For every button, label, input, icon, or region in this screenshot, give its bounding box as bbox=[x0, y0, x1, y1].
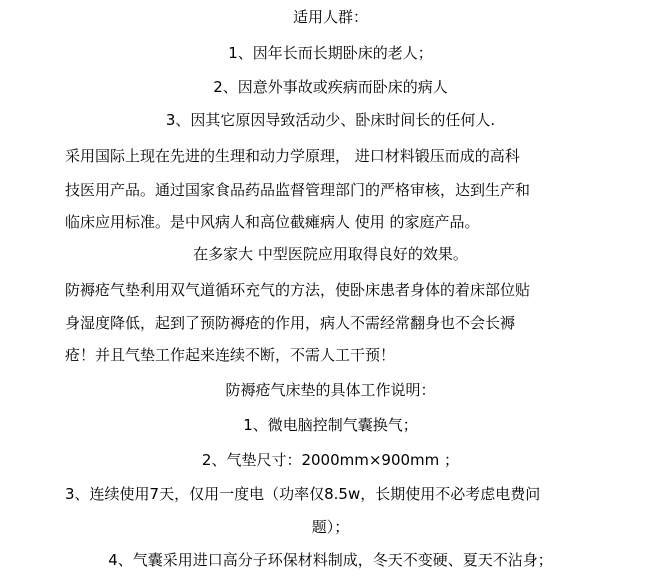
list-item-accident-patients: 2、因意外事故或疾病而卧床的病人 bbox=[213, 78, 448, 96]
paragraph-line: 技医用产品。通过国家食品药品监督管理部门的严格审核，达到生产和 bbox=[65, 181, 531, 199]
list-item-other: 3、因其它原因导致活动少、卧床时间长的任何人. bbox=[165, 111, 496, 129]
paragraph-line: 采用国际上现在先进的生理和动力学原理， 进口材料锻压而成的高科 bbox=[65, 147, 520, 165]
list-item-material: 4、气囊采用进口高分子环保材料制成，冬天不变硬、夏天不沾身； bbox=[108, 551, 553, 569]
heading-work-description: 防褥疮气床垫的具体工作说明： bbox=[225, 381, 436, 399]
list-item-power-continued: 题）； bbox=[311, 518, 350, 536]
list-item-microcomputer: 1、微电脑控制气囊换气； bbox=[243, 416, 418, 434]
list-item-power: 3、连续使用7天，仅用一度电（功率仅8.5w，长期使用不必考虑电费问 bbox=[65, 485, 541, 503]
paragraph-line: 临床应用标准。是中风病人和高位截瘫病人 使用 的家庭产品。 bbox=[65, 213, 480, 231]
paragraph-line: 防褥疮气垫利用双气道循环充气的方法，使卧床患者身体的着床部位贴 bbox=[65, 281, 531, 299]
paragraph-line: 身湿度降低，起到了预防褥疮的作用，病人不需经常翻身也不会长褥 bbox=[65, 314, 516, 332]
heading-target-users: 适用人群： bbox=[292, 8, 368, 26]
list-item-size: 2、气垫尺寸：2000mm×900mm ； bbox=[201, 451, 460, 469]
paragraph-line: 疮！并且气垫工作起来连续不断，不需人工干预！ bbox=[65, 346, 396, 364]
paragraph-line: 在多家大 中型医院应用取得良好的效果。 bbox=[193, 245, 468, 263]
list-item-elderly: 1、因年长而长期卧床的老人； bbox=[228, 44, 433, 62]
